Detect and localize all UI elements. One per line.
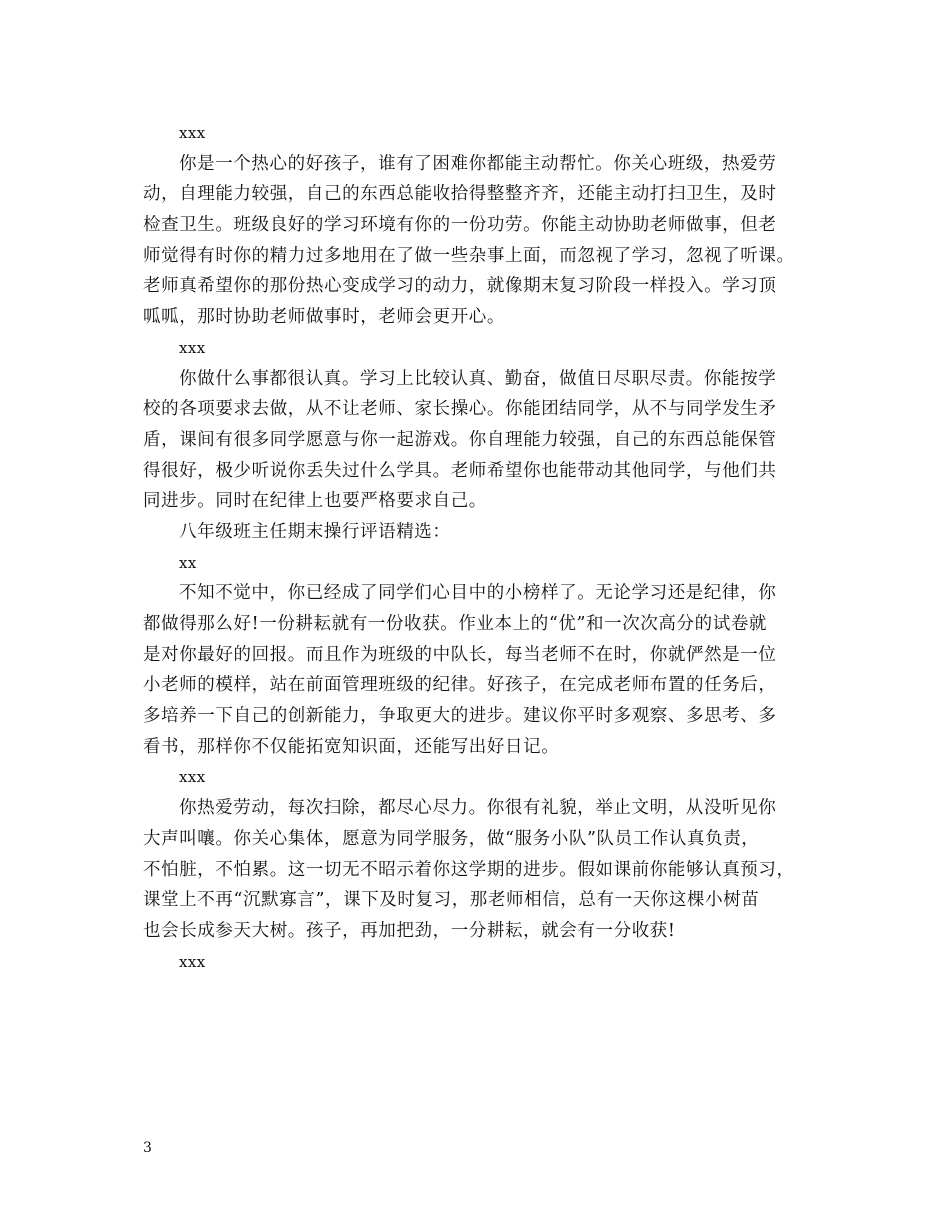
paragraph-line: 多培养一下自己的创新能力，争取更大的进步。建议你平时多观察、多思考、多: [143, 706, 777, 727]
paragraph-line: 不怕脏，不怕累。这一切无不昭示着你这学期的进步。假如课前你能够认真预习，: [143, 859, 795, 880]
paragraph-line: 课堂上不再“沉默寡言”，课下及时复习，那老师相信，总有一天你这棵小树苗: [143, 890, 760, 911]
paragraph-line: 是对你最好的回报。而且作为班级的中队长，每当老师不在时，你就俨然是一位: [143, 644, 777, 665]
student-name-line: xxx: [179, 338, 206, 357]
page-number: 3: [143, 1140, 152, 1156]
paragraph-first-line: 你是一个热心的好孩子，谁有了困难你都能主动帮忙。你关心班级，热爱劳: [179, 153, 777, 174]
paragraph-line: 同进步。同时在纪律上也要严格要求自己。: [143, 491, 487, 512]
paragraph-first-line: 不知不觉中，你已经成了同学们心目中的小榜样了。无论学习还是纪律，你: [179, 583, 777, 604]
paragraph-line: 校的各项要求去做，从不让老师、家长操心。你能团结同学，从不与同学发生矛: [143, 399, 777, 420]
paragraph-first-line: 你做什么事都很认真。学习上比较认真、勤奋，做值日尽职尽责。你能按学: [179, 368, 777, 389]
paragraph-line: 老师真希望你的那份热心变成学习的动力，就像期末复习阶段一样投入。学习顶: [143, 276, 777, 297]
paragraph-line: 得很好，极少听说你丢失过什么学具。老师希望你也能带动其他同学，与他们共: [143, 460, 777, 481]
paragraph-line: 动，自理能力较强，自己的东西总能收拾得整整齐齐，还能主动打扫卫生，及时: [143, 184, 777, 205]
paragraph-line: 师觉得有时你的精力过多地用在了做一些杂事上面，而忽视了学习，忽视了听课。: [143, 245, 795, 266]
student-name-line: xxx: [179, 768, 206, 787]
student-name-line: xx: [179, 553, 197, 572]
paragraph-line: 大声叫嚷。你关心集体，愿意为同学服务，做“服务小队”队员工作认真负责，: [143, 828, 760, 849]
paragraph-line: 呱呱，那时协助老师做事时，老师会更开心。: [143, 307, 505, 328]
paragraph-line: 看书，那样你不仅能拓宽知识面，还能写出好日记。: [143, 736, 560, 757]
paragraph-line: 小老师的模样，站在前面管理班级的纪律。好孩子，在完成老师布置的任务后，: [143, 675, 777, 696]
student-name-line: xxx: [179, 124, 206, 142]
paragraph-line: 检查卫生。班级良好的学习环境有你的一份功劳。你能主动协助老师做事，但老: [143, 215, 777, 236]
paragraph-line: 都做得那么好!一份耕耘就有一份收获。作业本上的“优”和一次次高分的试卷就: [143, 614, 768, 634]
paragraph-line: 盾，课间有很多同学愿意与你一起游戏。你自理能力较强，自己的东西总能保管: [143, 429, 777, 450]
paragraph-first-line: 八年级班主任期末操行评语精选：: [179, 521, 451, 542]
student-name-line: xxx: [179, 952, 206, 971]
paragraph-first-line: 你热爱劳动，每次扫除，都尽心尽力。你很有礼貌，举止文明，从没听见你: [179, 798, 777, 819]
paragraph-line: 也会长成参天大树。孩子，再加把劲，一分耕耘，就会有一分收获!: [143, 920, 676, 941]
document-body: [143, 118, 813, 977]
